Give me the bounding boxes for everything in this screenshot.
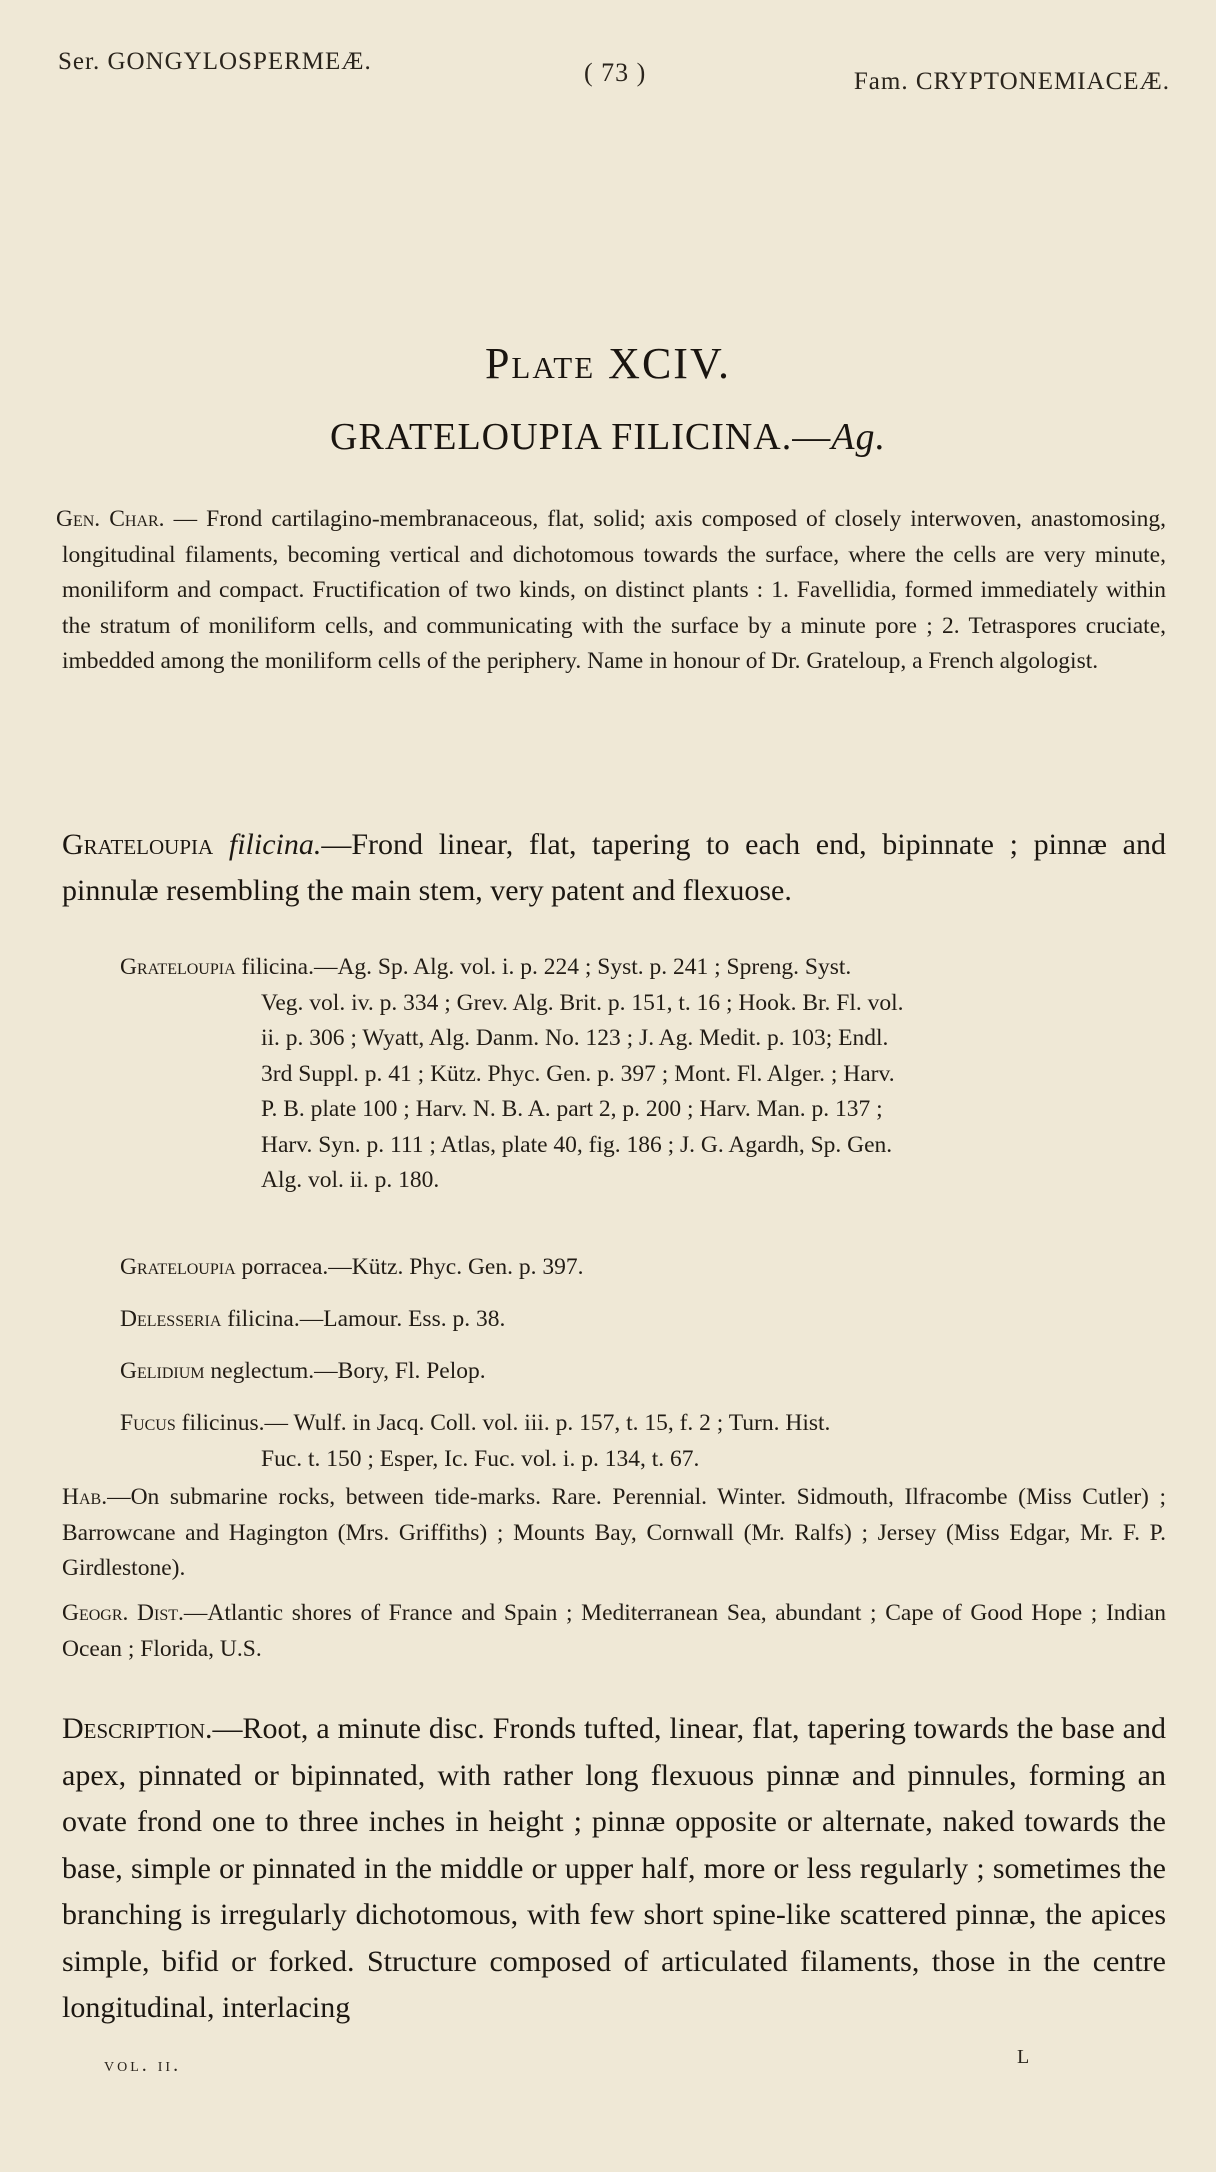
running-header-family: Fam. CRYPTONEMIACEÆ. <box>853 68 1170 95</box>
habitat-heading: Hab. <box>62 1484 108 1510</box>
synonym-line: Alg. vol. ii. p. 180. <box>261 1167 440 1193</box>
synonymy-entry <box>120 1302 1166 1338</box>
description-heading: Description. <box>62 1712 213 1745</box>
habitat-text: —On submarine rocks, between tide-marks. Rare. Perennial. Winter. Sidmouth, Ilfracombe (Miss Cutler) ; Barrowcane and Hagington (Mrs. Griffiths) ; Mounts Bay, Cornwall (Mr. Ralfs) ; Jersey (Miss Edgar, Mr. F. P. Girdlestone). <box>62 1484 1166 1581</box>
geogr-heading: Geogr. Dist. <box>62 1600 184 1626</box>
running-header-series: Ser. GONGYLOSPERMEÆ. <box>58 48 372 75</box>
synonym-line: neglectum.—Bory, Fl. Pelop. <box>210 1358 486 1384</box>
species-title-author: Ag. <box>831 416 886 458</box>
synonymy-entry <box>120 1406 1166 1477</box>
synonym-genus: Delesseria <box>120 1306 222 1332</box>
synonymy-entry <box>120 1250 1166 1286</box>
synonym-genus: Gelidium <box>120 1358 205 1384</box>
species-diagnosis-text: —Frond linear, flat, tapering to each end, bipinnate ; pinnæ and pinnulæ resembling the main stem, very patent and flexuose. <box>62 828 1166 907</box>
synonymy-entry <box>120 1354 1166 1390</box>
synonym-line: filicina.—Ag. Sp. Alg. vol. i. p. 224 ; Syst. p. 241 ; Spreng. Syst. <box>241 954 852 980</box>
generic-character <box>56 502 1166 680</box>
page-number: ( 73 ) <box>584 58 647 87</box>
gen-char-heading: Gen. Char. — <box>56 506 198 532</box>
description-text: —Root, a minute disc. Fronds tufted, linear, flat, tapering towards the base and apex, pinnated or bipinnated, with rather long flexuous pinnæ and pinnules, forming an ovate frond one to three inches in height ; pinnæ opposite or alternate, naked towards the base, simple or pinnated in the middle or upper half, more or less regularly ; sometimes the branching is irregularly dichotomous, with few short spine-like scattered pinnæ, the apices simple, bifid or forked. Structure composed of articulated filaments, those in the centre longitudinal, interlacing <box>62 1712 1166 2024</box>
synonym-line: filicina.—Lamour. Ess. p. 38. <box>227 1306 506 1332</box>
geographic-distribution <box>62 1596 1166 1667</box>
synonym-line: 3rd Suppl. p. 41 ; Kütz. Phyc. Gen. p. 397 ; Mont. Fl. Alger. ; Harv. <box>261 1060 895 1087</box>
synonym-line: Harv. Syn. p. 111 ; Atlas, plate 40, fig. 186 ; J. G. Agardh, Sp. Gen. <box>261 1131 893 1158</box>
synonym-line: ii. p. 306 ; Wyatt, Alg. Danm. No. 123 ; J. Ag. Medit. p. 103; Endl. <box>261 1025 889 1051</box>
species-title <box>0 415 1216 459</box>
habitat <box>62 1480 1166 1587</box>
species-diagnosis <box>62 822 1166 914</box>
synonym-genus: Fucus <box>120 1410 176 1436</box>
description <box>62 1706 1166 2032</box>
footer-volume: vol. ii. <box>104 2054 182 2076</box>
synonymy-entry <box>120 950 1166 1199</box>
species-genus: Grateloupia <box>62 828 214 861</box>
species-title-name: GRATELOUPIA FILICINA.— <box>330 416 832 458</box>
footer-signature: L <box>1017 2046 1030 2068</box>
synonym-line: filicinus.— Wulf. in Jacq. Coll. vol. iii. p. 157, t. 15, f. 2 ; Turn. Hist. <box>181 1410 831 1436</box>
species-epithet: filicina. <box>228 828 322 861</box>
geogr-text: —Atlantic shores of France and Spain ; Mediterranean Sea, abundant ; Cape of Good Hope ; Indian Ocean ; Florida, U.S. <box>62 1600 1167 1662</box>
synonym-line: P. B. plate 100 ; Harv. N. B. A. part 2, p. 200 ; Harv. Man. p. 137 ; <box>261 1096 883 1122</box>
synonym-line: Veg. vol. iv. p. 334 ; Grev. Alg. Brit. p. 151, t. 16 ; Hook. Br. Fl. vol. <box>261 989 904 1016</box>
synonym-genus: Grateloupia <box>120 954 236 980</box>
synonym-line: porracea.—Kütz. Phyc. Gen. p. 397. <box>241 1254 584 1280</box>
plate-title: Plate XCIV. <box>484 339 732 388</box>
gen-char-text: Frond cartilagino-membranaceous, flat, solid; axis composed of closely interwoven, anastomosing, longitudinal filaments, becoming vertical and dichotomous towards the surface, where the cells are very minute, moniliform and compact. Fructification of two kinds, on distinct plants : 1. Favellidia, formed immediately within the stratum of moniliform cells, and communicating with the surface by a minute pore ; 2. Tetraspores cruciate, imbedded among the moniliform cells of the periphery. Name in honour of Dr. Grateloup, a French algologist. <box>62 506 1166 674</box>
synonym-line: Fuc. t. 150 ; Esper, Ic. Fuc. vol. i. p. 134, t. 67. <box>261 1445 700 1472</box>
synonym-genus: Grateloupia <box>120 1254 236 1280</box>
